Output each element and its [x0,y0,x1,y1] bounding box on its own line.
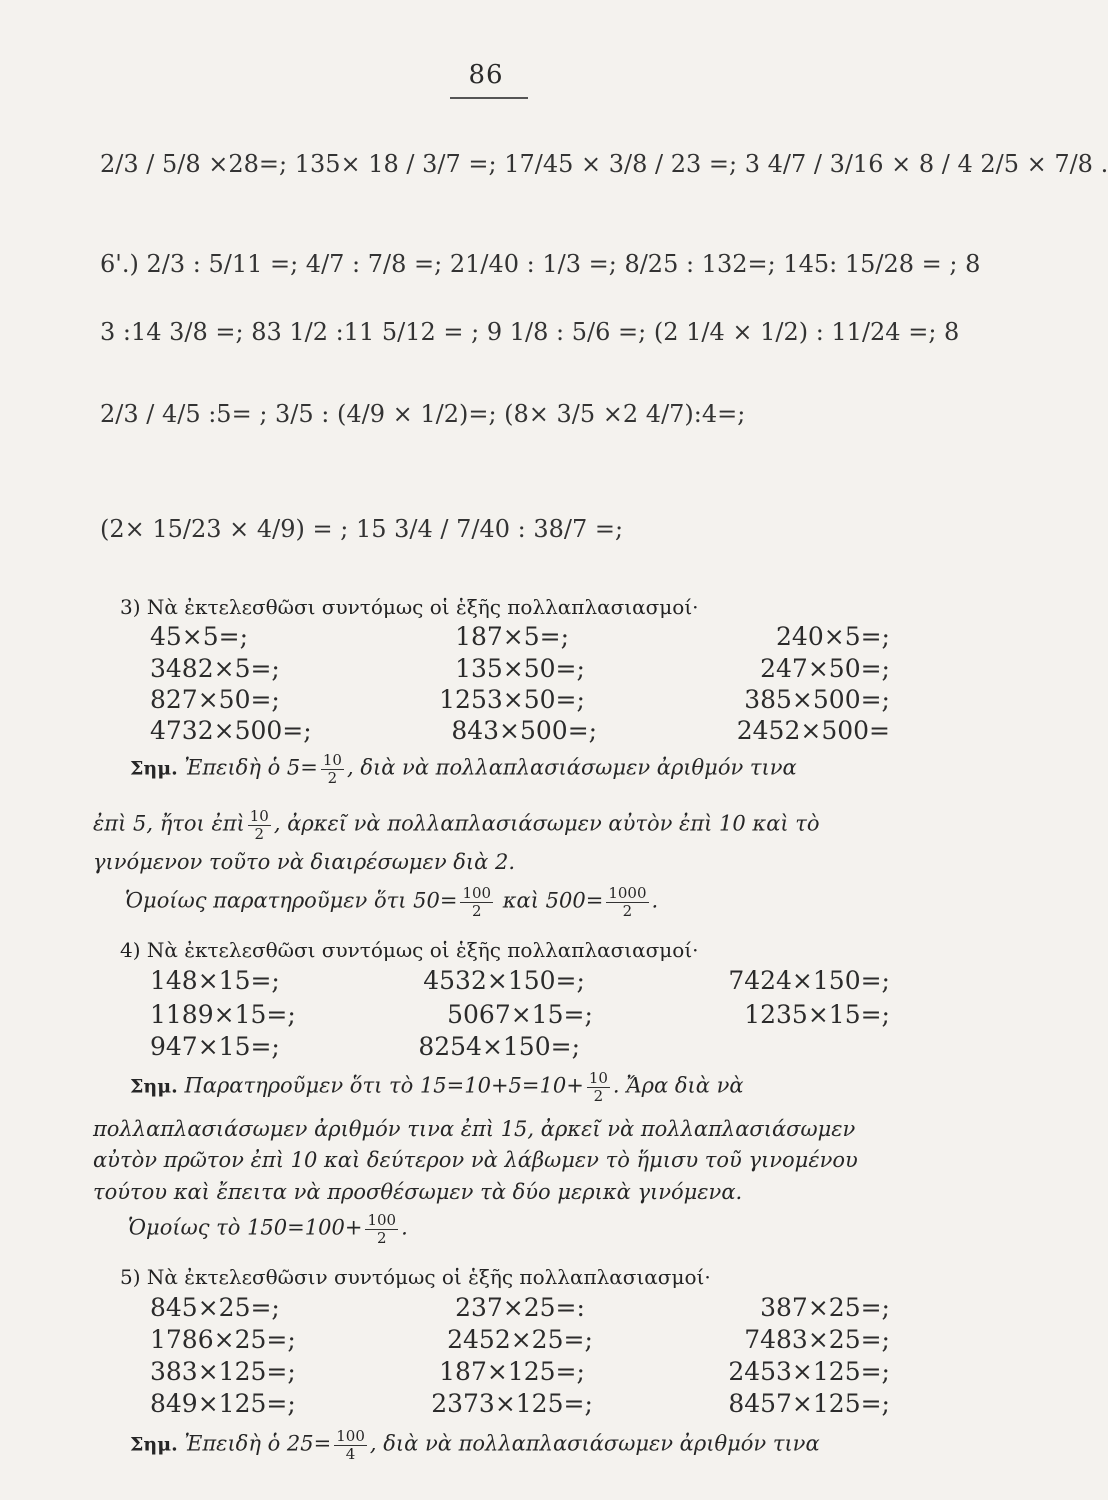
section-5-row-3 [150,1357,890,1386]
section-4-note-line-2: πολλαπλασιάσωμεν ἀριθμόν τινα ἐπὶ 15, ἀρκεῖ νὰ πολλαπλασιάσωμεν [93,1117,856,1141]
section-5-cell: 383×125=; [150,1357,296,1386]
page-number: 86 [468,60,504,90]
section-4-row-2 [150,1000,890,1029]
exercise-line-3: 3 :14 3/8 =; 83 1/2 :11 5/12 = ; 9 1/8 : 5/6 =; (2 1/4 × 1/2) : 11/24 =; 8 [100,318,960,346]
section-4-cell: 5067×15=; [447,1000,593,1029]
section-5-cell: 1786×25=; [150,1325,296,1354]
section-3-cell: 843×500=; [451,716,598,745]
section-3-heading: 3) Νὰ ἐκτελεσθῶσι συντόμως οἱ ἑξῆς πολλαπλασιασμοί· [120,595,699,619]
fraction-numerator: 10 [322,751,342,769]
fraction-denominator: 2 [327,768,338,787]
exercise-line-1: 2/3 / 5/8 ×28=; 135× 18 / 3/7 =; 17/45 × 3/8 / 23 =; 3 4/7 / 3/16 × 8 / 4 2/5 × 7/8 . [100,150,1108,178]
section-4-heading: 4) Νὰ ἐκτελεσθῶσι συντόμως οἱ ἑξῆς πολλαπλασιασμοί· [120,938,699,962]
section-5-cell: 8457×125=; [728,1389,890,1418]
fraction [365,1212,398,1246]
section-5-cell: 2452×25=; [447,1325,593,1354]
fraction-denominator: 4 [345,1444,356,1463]
fraction-numerator: 10 [588,1069,608,1087]
section-4-row-3 [150,1032,580,1061]
section-3-cell: 45×5=; [150,622,249,651]
section-3-note-line-1 [130,752,797,786]
section-4-note-line-3: αὐτὸν πρῶτον ἐπὶ 10 καὶ δεύτερον νὰ λάβωμεν τὸ ἥμισυ τοῦ γινομένου [93,1148,858,1172]
section-4-note-line-1 [130,1070,744,1104]
fraction [587,1070,610,1104]
section-4-note-line-5: Ὁμοίως τὸ 150=100+ $\frac{100}{2}$ . [128,1211,408,1247]
fraction [460,885,493,919]
note-text: Ὁμοίως παρατηροῦμεν ὅτι 50= [125,888,458,913]
section-5-heading: 5) Νὰ ἐκτελεσθῶσιν συντόμως οἱ ἑξῆς πολλαπλασιασμοί· [120,1265,711,1289]
note-label: Σημ. [130,757,178,780]
fraction-numerator: 10 [249,807,269,825]
page-number-rule [450,97,528,99]
section-5-cell: 387×25=; [760,1293,890,1322]
section-3-cell: 4732×500=; [150,716,312,745]
section-5-row-1 [150,1293,890,1322]
section-3-cell: 240×5=; [776,622,890,651]
fraction [606,885,648,919]
section-3-row-2 [150,654,890,683]
section-3-note-line-4: Ὁμοίως παρατηροῦμεν ὅτι 50= $\frac{100}{2}$ καὶ 500= $\frac{1000}{2}$ . [125,884,659,920]
section-4-cell: 1235×15=; [744,1000,890,1029]
note-text: Ἐπειδὴ ὁ 5= [184,755,318,780]
section-3-row-1 [150,622,890,651]
fraction [321,752,344,786]
fraction-denominator: 2 [593,1086,604,1105]
section-5-cell: 2373×125=; [431,1389,593,1418]
section-4-note-line-4: τούτου καὶ ἔπειτα νὰ προσθέσωμεν τὰ δύο μερικὰ γινόμενα. [93,1180,743,1204]
section-4-cell: 947×15=; [150,1032,280,1061]
fraction-denominator: 2 [472,901,482,920]
section-3-row-3 [150,685,890,714]
section-4-row-1 [150,966,890,995]
fraction-denominator: 2 [622,901,633,920]
fraction-denominator: 2 [254,824,265,843]
fraction-numerator: 100 [367,1211,397,1229]
exercise-line-4: 2/3 / 4/5 :5= ; 3/5 : (4/9 × 1/2)=; (8× 3/5 ×2 4/7):4=; [100,400,746,428]
section-3-cell: 3482×5=; [150,654,280,683]
section-5-cell: 849×125=; [150,1389,296,1418]
section-4-cell: 7424×150=; [728,966,890,995]
section-5-row-2 [150,1325,890,1354]
note-text: Παρατηροῦμεν ὅτι τὸ 15=10+5=10+ [184,1073,584,1098]
exercise-line-2: 6'.) 2/3 : 5/11 =; 4/7 : 7/8 =; 21/40 : 1/3 =; 8/25 : 132=; 145: 15/28 = ; 8 [100,250,981,278]
note-text: Ἐπειδὴ ὁ 25= [184,1431,332,1456]
fraction-denominator: 2 [376,1228,387,1247]
section-4-cell: 1189×15=; [150,1000,296,1029]
section-4-cell: 8254×150=; [418,1032,580,1061]
section-3-cell: 187×5=; [455,622,570,651]
section-3-cell: 247×50=; [760,654,890,683]
exercise-line-5: (2× 15/23 × 4/9) = ; 15 3/4 / 7/40 : 38/7 =; [100,515,624,543]
section-5-cell: 187×125=; [439,1357,585,1386]
note-text: , διὰ νὰ πολλαπλασιάσωμεν ἀριθμόν τινα [346,755,797,780]
section-5-cell: 7483×25=; [744,1325,890,1354]
note-text: . Ἄρα διὰ νὰ [612,1073,744,1098]
fraction [248,808,271,842]
section-3-note-line-3: γινόμενον τοῦτο νὰ διαιρέσωμεν διὰ 2. [93,850,516,874]
section-3-cell: 827×50=; [150,685,280,714]
section-3-cell: 385×500=; [744,685,890,714]
fraction-numerator: 100 [462,884,492,902]
section-3-cell: 2452×500= [736,716,890,745]
section-3-cell: 1253×50=; [439,685,585,714]
note-text: Ὁμοίως τὸ 150=100+ [128,1215,363,1240]
fraction-numerator: 100 [336,1427,365,1445]
section-5-row-4 [150,1389,890,1418]
section-3-row-4 [150,716,890,745]
section-3-cell: 135×50=; [455,654,585,683]
section-3-note-line-2 [93,808,820,842]
note-text: ἐπὶ 5, ἤτοι ἐπὶ [93,811,245,836]
note-label: Σημ. [130,1433,178,1456]
section-4-cell: 4532×150=; [423,966,585,995]
section-5-note-line-1 [130,1428,820,1462]
section-5-cell: 237×25=: [455,1293,585,1322]
section-5-cell: 845×25=; [150,1293,280,1322]
section-5-cell: 2453×125=; [728,1357,890,1386]
note-text: , διὰ νὰ πολλαπλασιάσωμεν ἀριθμόν τινα [369,1431,820,1456]
fraction-numerator: 1000 [608,884,647,902]
note-text: καὶ 500= [502,888,604,913]
fraction [334,1428,367,1462]
note-text: , ἀρκεῖ νὰ πολλαπλασιάσωμεν αὐτὸν ἐπὶ 10 καὶ τὸ [273,811,820,836]
section-4-cell: 148×15=; [150,966,280,995]
note-label: Σημ. [130,1075,178,1098]
